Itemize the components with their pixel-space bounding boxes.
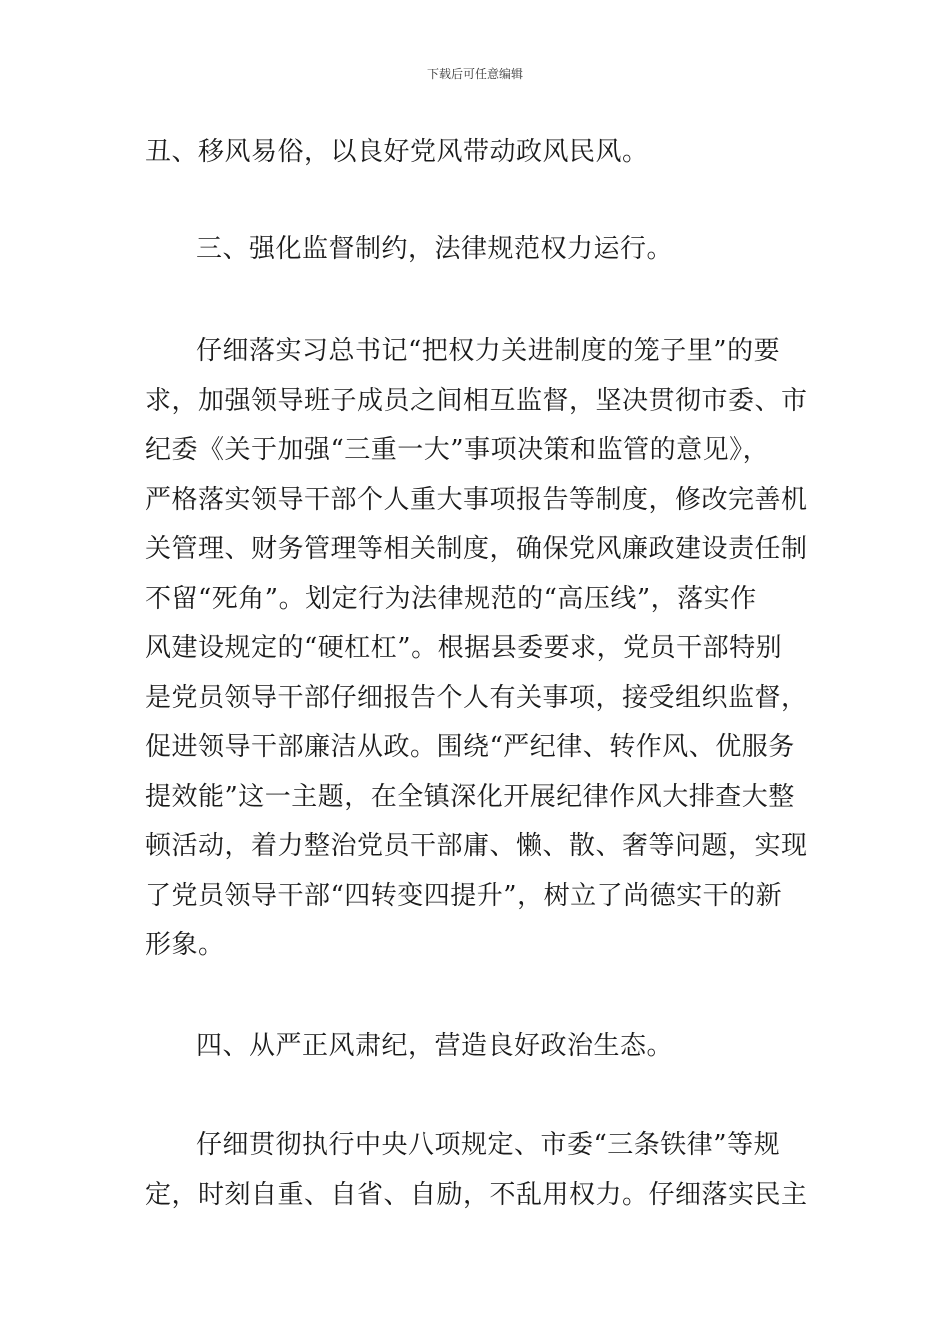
paragraph-line: 风建设规定的“硬杠杠”。根据县委要求，党员干部特别: [145, 633, 783, 663]
paragraph-line: 关管理、财务管理等相关制度，确保党风廉政建设责任制: [145, 534, 808, 564]
section-heading: 三、强化监督制约，法律规范权力运行。: [196, 234, 674, 264]
paragraph-line: 丑、移风易俗，以良好党风带动政风民风。: [145, 137, 649, 167]
paragraph-line: 严格落实领导干部个人重大事项报告等制度，修改完善机: [145, 485, 808, 515]
paragraph-line: 不留“死角”。划定行为法律规范的“高压线”，落实作: [145, 584, 757, 614]
paragraph-line: 提效能”这一主题，在全镇深化开展纪律作风大排查大整: [145, 782, 795, 812]
section-heading: 四、从严正风肃纪，营造良好政治生态。: [196, 1031, 674, 1061]
paragraph-line: 了党员领导干部“四转变四提升”，树立了尚德实干的新: [145, 881, 783, 911]
paragraph-line: 顿活动，着力整治党员干部庸、懒、散、奢等问题，实现: [145, 831, 808, 861]
paragraph-line: 是党员领导干部仔细报告个人有关事项，接受组织监督，: [145, 683, 808, 713]
paragraph-line: 纪委《关于加强“三重一大”事项决策和监管的意见》，: [145, 435, 770, 465]
paragraph-line: 定，时刻自重、自省、自励，不乱用权力。仔细落实民主: [145, 1180, 808, 1210]
paragraph-line: 促进领导干部廉洁从政。围绕“严纪律、转作风、优服务: [145, 732, 795, 762]
paragraph-line: 求，加强领导班子成员之间相互监督，坚决贯彻市委、市: [145, 386, 808, 416]
page-header-note: 下载后可任意编辑: [426, 67, 523, 81]
paragraph-line: 形象。: [145, 930, 225, 960]
paragraph-line: 仔细贯彻执行中央八项规定、市委“三条铁律”等规: [196, 1130, 781, 1160]
paragraph-line: 仔细落实习总书记“把权力关进制度的笼子里”的要: [196, 336, 781, 366]
